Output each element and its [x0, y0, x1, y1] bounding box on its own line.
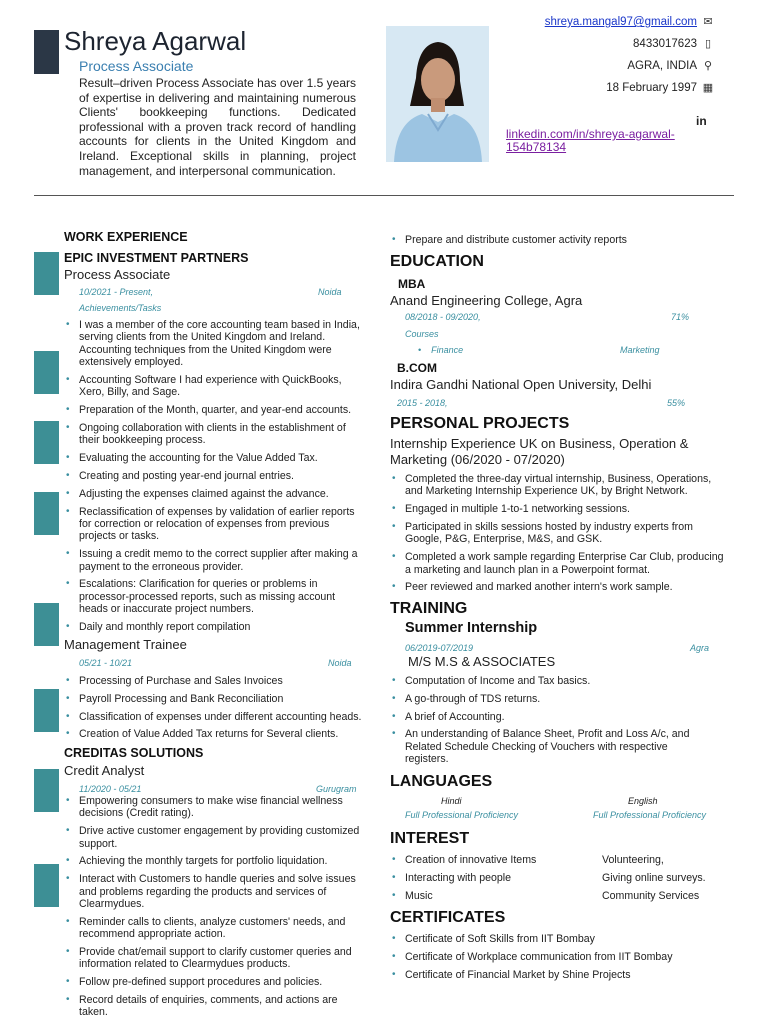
list-item: • Adjusting the expenses claimed against the advance. — [64, 488, 364, 500]
email-link[interactable]: shreya.mangal97@gmail.com — [544, 16, 697, 28]
list-item: • I was a member of the core accounting team based in India, serving clients from the United Kingdom and Ireland. Accounting techniques from the United Kingdom were extensively employed. — [64, 319, 364, 369]
linkedin-line-1: linkedin.com/in/shreya-agarwal- — [506, 127, 675, 141]
candidate-name: Shreya Agarwal — [64, 26, 247, 56]
list-item: • Ongoing collaboration with clients in the establishment of their bookkeeping process. — [64, 422, 364, 447]
job1-location: Noida — [318, 287, 342, 297]
mba-course-finance — [418, 345, 463, 355]
list-item: • Certificate of Workplace communication from IIT Bombay — [390, 951, 730, 963]
work-experience-heading: WORK EXPERIENCE — [64, 230, 188, 244]
education-heading: EDUCATION — [390, 253, 484, 270]
job1-dates: 10/2021 - Present, — [79, 287, 154, 297]
list-item: • Processing of Purchase and Sales Invoices — [64, 675, 369, 687]
contact-phone-row — [444, 37, 714, 59]
certificates-heading: CERTIFICATES — [390, 909, 506, 926]
date-of-birth: 18 February 1997 — [606, 82, 697, 94]
job2-location: Noida — [328, 658, 352, 668]
languages-heading: LANGUAGES — [390, 773, 493, 790]
header-divider — [34, 195, 734, 196]
linkedin-line-2: 154b78134 — [506, 140, 567, 154]
list-item: Giving online surveys. — [602, 871, 706, 884]
job3-dates: 11/2020 - 05/21 — [79, 784, 142, 794]
list-item: • A go-through of TDS returns. — [390, 693, 710, 705]
list-item: • Evaluating the accounting for the Value Added Tax. — [64, 452, 364, 464]
degree-mba: MBA — [398, 277, 426, 291]
side-marker — [34, 421, 59, 464]
company-creditas: CREDITAS SOLUTIONS — [64, 746, 204, 760]
mba-dates: 08/2018 - 09/2020, — [405, 312, 481, 322]
list-item: • Record details of enquiries, comments, and actions are taken. — [64, 994, 364, 1019]
list-item: Volunteering, — [602, 854, 664, 866]
list-item: • Escalations: Clarification for queries or problems in processor-processed reports, such as missing account heads or inaccurate project numbers. — [64, 578, 364, 615]
list-item: • Reclassification of expenses by validation of earlier reports for correction or relocation of expenses from previous projects or tasks. — [64, 506, 364, 543]
location-pin-icon: ⚲ — [703, 60, 713, 72]
training-dates: 06/2019-07/2019 — [405, 643, 474, 653]
certificates-list — [390, 933, 730, 986]
contact-email-row — [444, 15, 714, 37]
bullet-dot: • — [418, 345, 422, 355]
interest-list-right — [602, 854, 706, 902]
list-item: • Peer reviewed and marked another intern's work sample. — [390, 581, 730, 593]
degree-bcom: B.COM — [397, 361, 437, 375]
job2-bullet-list — [64, 675, 369, 746]
interest-list-left — [390, 854, 590, 907]
course-finance-label: Finance — [431, 345, 464, 355]
mba-courses-label: Courses — [405, 329, 439, 339]
list-item: • Creation of innovative Items — [390, 854, 590, 866]
profile-summary: Result–driven Process Associate has over 1.5 years of expertise in delivering and maintaining numerous Clients' bookkeeping functions. Dedicated professional with a proven track record of handling accounts for clients in the United Kingdom and Ireland. Exceptional skills in planning, project management, and interpersonal communication. — [79, 76, 356, 178]
job-title-management-trainee: Management Trainee — [64, 637, 187, 652]
list-item: • Engaged in multiple 1-to-1 networking sessions. — [390, 503, 730, 515]
list-item: • Follow pre-defined support procedures and policies. — [64, 976, 364, 988]
list-item: • Daily and monthly report compilation — [64, 621, 364, 633]
list-item: • Payroll Processing and Bank Reconciliation — [64, 693, 369, 705]
list-item: • Computation of Income and Tax basics. — [390, 675, 710, 687]
list-item: • A brief of Accounting. — [390, 711, 710, 723]
training-org: M/S M.S & ASSOCIATES — [408, 654, 556, 669]
mba-course-marketing: Marketing — [620, 345, 660, 355]
job3-location: Gurugram — [316, 784, 357, 794]
list-item: • Music — [390, 890, 590, 902]
list-item: • Issuing a credit memo to the correct supplier after making a payment to the erroneous provider. — [64, 548, 364, 573]
list-item: • Preparation of the Month, quarter, and year-end accounts. — [64, 404, 364, 416]
list-item: • Achieving the monthly targets for portfolio liquidation. — [64, 855, 364, 867]
contact-block — [444, 15, 714, 103]
job2-dates: 05/21 - 10/21 — [79, 658, 133, 668]
personal-projects-heading: PERSONAL PROJECTS — [390, 415, 570, 432]
side-marker — [34, 689, 59, 732]
header-accent-block — [34, 30, 59, 74]
training-title: Summer Internship — [405, 620, 538, 636]
list-item: • An understanding of Balance Sheet, Profit and Loss A/c, and Related Schedule Checking of Vouchers with respective registers. — [390, 728, 710, 765]
linkedin-link[interactable] — [506, 127, 675, 154]
list-item: • Interacting with people — [390, 872, 590, 884]
mail-icon: ✉ — [703, 16, 713, 28]
candidate-title: Process Associate — [79, 58, 194, 74]
company-epic: EPIC INVESTMENT PARTNERS — [64, 251, 249, 265]
phone-icon: ▯ — [704, 38, 712, 50]
linkedin-icon: in — [696, 114, 707, 128]
bcom-dates: 2015 - 2018, — [397, 398, 448, 408]
side-marker — [34, 603, 59, 646]
job1-bullet-list — [64, 319, 364, 639]
project-bullet-list — [390, 473, 730, 599]
job-title-process-associate: Process Associate — [64, 267, 171, 282]
list-item: • Creating and posting year-end journal entries. — [64, 470, 364, 482]
side-marker — [34, 351, 59, 394]
list-item: • Certificate of Soft Skills from IIT Bombay — [390, 933, 730, 945]
mba-school: Anand Engineering College, Agra — [390, 293, 583, 308]
phone-number: 8433017623 — [633, 38, 697, 50]
list-item: • Interact with Customers to handle queries and solve issues and problems regarding the products and services of Clearmydues. — [64, 873, 364, 910]
contact-location-row — [444, 59, 714, 81]
project-title: Internship Experience UK on Business, Operation & Marketing (06/2020 - 07/2020) — [390, 436, 689, 467]
side-marker — [34, 864, 59, 907]
contact-dob-row — [444, 81, 714, 103]
list-item: • Empowering consumers to make wise financial wellness decisions (Credit rating). — [64, 795, 364, 820]
interest-heading: INTEREST — [390, 830, 470, 847]
linkedin-row — [506, 128, 675, 154]
training-bullet-list — [390, 675, 710, 771]
side-marker — [34, 492, 59, 535]
job-title-credit-analyst: Credit Analyst — [64, 763, 145, 778]
bcom-school: Indira Gandhi National Open University, Delhi — [390, 377, 652, 392]
list-item: • Drive active customer engagement by providing customized support. — [64, 825, 364, 850]
job1-achievements-label: Achievements/Tasks — [79, 303, 162, 313]
language-english: English — [628, 796, 658, 806]
list-item: • Accounting Software I had experience with QuickBooks, Xero, Billy, and Sage. — [64, 374, 364, 399]
mba-grade: 71% — [671, 312, 690, 322]
job3-bullet-list — [64, 795, 364, 1024]
calendar-icon: ▦ — [702, 82, 714, 94]
list-item: • Reminder calls to clients, analyze customers' needs, and recommend appropriate action. — [64, 916, 364, 941]
training-heading: TRAINING — [390, 600, 468, 617]
list-item: • Provide chat/email support to clarify customer queries and information related to Clearmydues products. — [64, 946, 364, 971]
list-item: • Creation of Value Added Tax returns for Several clients. — [64, 728, 369, 740]
list-item: • Prepare and distribute customer activity reports — [390, 234, 730, 246]
list-item: • Classification of expenses under different accounting heads. — [64, 711, 369, 723]
list-item: • Participated in skills sessions hosted by industry experts from Google, P&G, Enterprise, M&S, and GSK. — [390, 521, 730, 546]
bcom-grade: 55% — [667, 398, 686, 408]
training-location: Agra — [690, 643, 710, 653]
english-proficiency: Full Professional Proficiency — [593, 810, 707, 820]
list-item: • Certificate of Financial Market by Shine Projects — [390, 969, 730, 981]
location-text: AGRA, INDIA — [627, 60, 697, 72]
hindi-proficiency: Full Professional Proficiency — [405, 810, 519, 820]
list-item: Community Services — [602, 889, 700, 902]
language-hindi: Hindi — [441, 796, 462, 806]
side-marker — [34, 769, 59, 812]
side-marker — [34, 252, 59, 295]
list-item: • Completed a work sample regarding Enterprise Car Club, producing a marketing and launch plan in a Powerpoint format. — [390, 551, 730, 576]
work-carryover-list — [390, 234, 730, 252]
list-item: • Completed the three-day virtual internship, Business, Operations, and Marketing Internship Experience UK, by Bright Network. — [390, 473, 730, 498]
